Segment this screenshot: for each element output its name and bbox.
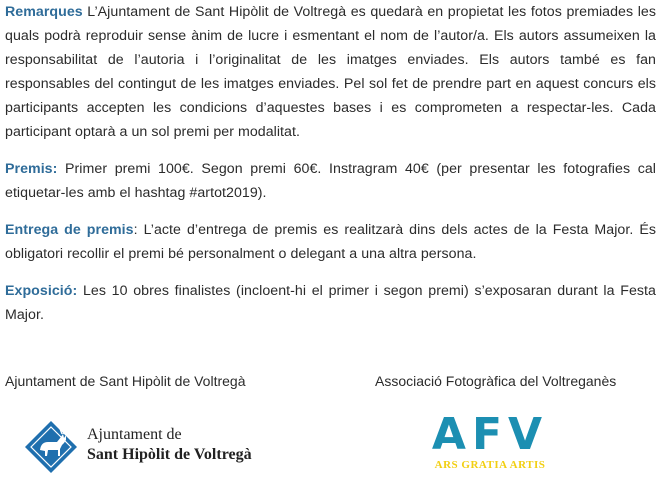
afv-logo — [425, 409, 555, 474]
ajuntament-emblem-icon — [24, 420, 78, 474]
associacio-caption: Associació Fotogràfica del Voltreganès — [375, 373, 617, 389]
entrega-text: : L’acte d’entrega de premis es realitzarà dins dels actes de la Festa Major. És obligatori recollir el premi bé personalment o delegant a una altra persona. — [5, 222, 656, 262]
exposicio-label: Exposició: — [5, 283, 78, 299]
entrega-label: Entrega de premis — [5, 222, 134, 238]
ajuntament-logo-line1: Ajuntament de — [87, 426, 182, 443]
exposicio-paragraph — [5, 279, 656, 327]
premis-paragraph — [5, 157, 656, 205]
entrega-paragraph — [5, 218, 656, 266]
premis-label: Premis: — [5, 161, 58, 177]
afv-logo-letters: AFV — [431, 409, 549, 460]
ajuntament-logo-line2: Sant Hipòlit de Voltregà — [87, 446, 252, 463]
rules-document — [5, 0, 656, 327]
premis-text: Primer premi 100€. Segon premi 60€. Instragram 40€ (per presentar les fotografies cal etiquetar-les amb el hashtag #artot2019). — [5, 161, 656, 201]
ajuntament-caption: Ajuntament de Sant Hipòlit de Voltregà — [5, 373, 246, 389]
remarques-text: L’Ajuntament de Sant Hipòlit de Voltregà es quedarà en propietat les fotos premiades les quals podrà reproduir sense ànim de lucre i esmentant el nom de l’autor/a. Els autors assumeixen la responsabilitat de l’autoria i l’originalitat de les imatges enviades. Els autors també es fan responsables del contingut de les imatges enviades. Pel sol fet de prendre part en aquest concurs els participants accepten les condicions d’aquestes bases i es comprometen a respectar-les. Cada participant optarà a un sol premi per modalitat. — [5, 4, 656, 140]
remarques-label: Remarques — [5, 4, 83, 20]
remarques-paragraph — [5, 0, 656, 144]
afv-logo-motto: ARS GRATIA ARTIS — [434, 459, 546, 471]
exposicio-text: Les 10 obres finalistes (incloent-hi el primer i segon premi) s’exposaran durant la Festa Major. — [5, 283, 656, 323]
ajuntament-logo — [24, 420, 254, 474]
